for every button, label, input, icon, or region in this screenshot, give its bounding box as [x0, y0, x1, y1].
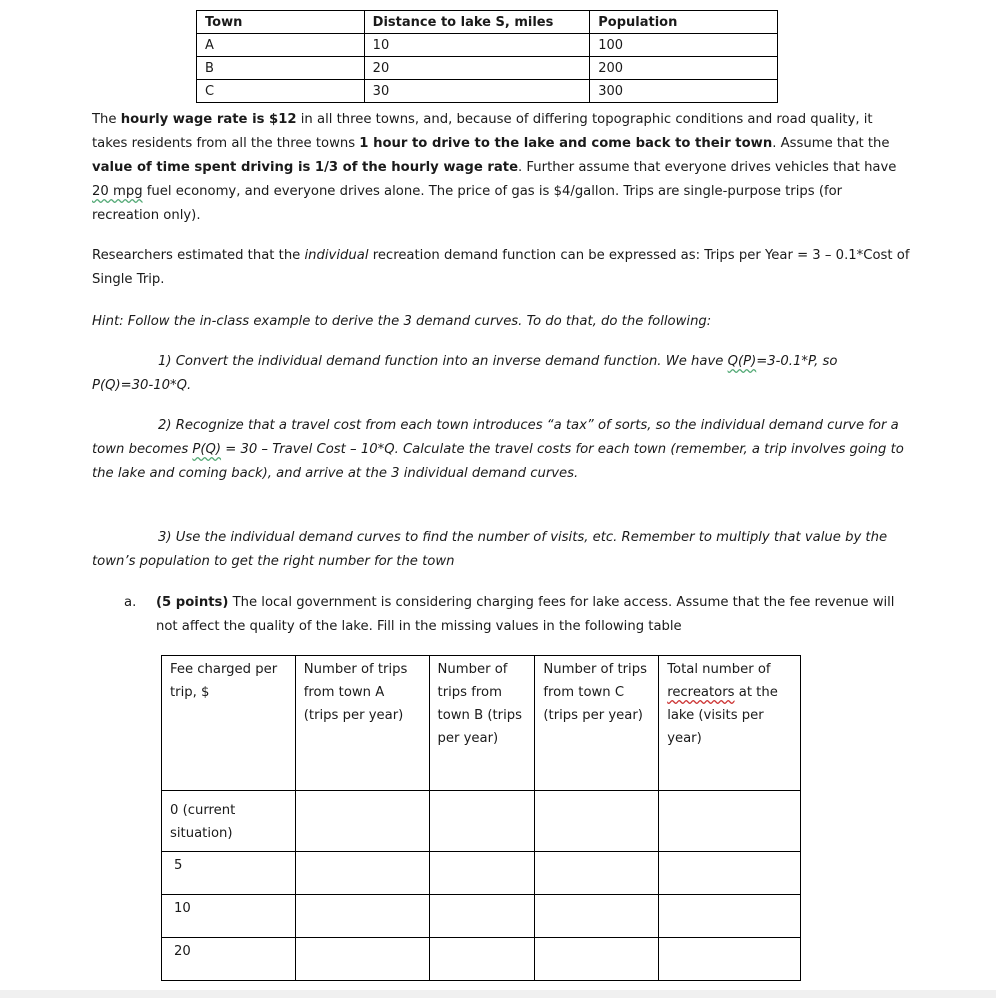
table-row — [162, 852, 801, 895]
step-2-paragraph — [92, 414, 912, 486]
underlined-run: 20 mpg — [92, 184, 143, 199]
table-row — [197, 57, 778, 80]
town-a-trips-cell[interactable] — [295, 852, 429, 895]
town-cell: B — [197, 57, 365, 80]
table-row — [162, 938, 801, 981]
header-town-b: Number of trips from town B (trips per year) — [429, 656, 535, 791]
town-a-trips-cell[interactable] — [295, 895, 429, 938]
italic-run: individual — [304, 248, 369, 263]
fee-cell: 10 — [162, 895, 296, 938]
fee-cell: 20 — [162, 938, 296, 981]
town-a-trips-cell[interactable] — [295, 938, 429, 981]
distance-cell: 10 — [364, 34, 590, 57]
total-visits-cell[interactable] — [659, 852, 801, 895]
demand-function-paragraph — [92, 244, 912, 292]
text-run: . Assume that the — [772, 136, 890, 151]
question-a-text — [156, 591, 916, 639]
text-run: Researchers estimated that the — [92, 248, 305, 263]
step-1-paragraph — [92, 350, 892, 398]
town-b-trips-cell[interactable] — [429, 938, 535, 981]
town-cell: A — [197, 34, 365, 57]
fee-cell: 5 — [162, 852, 296, 895]
town-cell: C — [197, 80, 365, 103]
text-run: fuel economy, and everyone drives alone. The price of gas is $4/gallon. Trips are single-purpose trips (for recreation only). — [92, 184, 843, 223]
text-run: recreation demand function can be expressed as: Trips per Year = 3 – 0.1*Cost of Single Trip. — [92, 248, 910, 287]
text-run: = 30 – Travel Cost – 10*Q. Calculate the travel costs for each town (remember, a trip involves going to the lake and coming back), and arrive at the 3 individual demand curves. — [92, 442, 904, 481]
text-run: at the lake (visits per year) — [667, 685, 778, 746]
underlined-run: Q(P) — [727, 354, 757, 369]
table-row — [197, 80, 778, 103]
total-visits-cell[interactable] — [659, 895, 801, 938]
bold-run: hourly wage rate is $12 — [120, 112, 297, 127]
points-label: (5 points) — [156, 595, 229, 610]
distance-cell: 30 — [364, 80, 590, 103]
step-3-paragraph: 3) Use the individual demand curves to find the number of visits, etc. Remember to multiply that value by the town’s population to get the right number for the town — [92, 530, 888, 569]
header-total — [659, 656, 801, 791]
text-run: in all three towns, and, because of differing topographic conditions and road quality, it takes residents from all the three towns — [92, 112, 873, 151]
town-b-trips-cell[interactable] — [429, 852, 535, 895]
town-b-trips-cell[interactable] — [429, 895, 535, 938]
header-town-c: Number of trips from town C (trips per year) — [535, 656, 659, 791]
question-a-label: a. — [124, 595, 137, 610]
text-run: Total number of — [667, 662, 771, 677]
towns-table-header-row — [197, 11, 778, 34]
page-bottom-bar — [0, 990, 996, 998]
hint-paragraph: Hint: Follow the in-class example to derive the 3 demand curves. To do that, do the following: — [92, 314, 712, 329]
fee-cell: 0 (current situation) — [162, 791, 296, 852]
population-cell: 300 — [590, 80, 778, 103]
problem-setup-paragraph — [92, 108, 912, 228]
town-c-trips-cell[interactable] — [535, 791, 659, 852]
towns-table — [196, 10, 778, 103]
table-row — [162, 895, 801, 938]
town-c-trips-cell[interactable] — [535, 895, 659, 938]
town-b-trips-cell[interactable] — [429, 791, 535, 852]
population-cell: 200 — [590, 57, 778, 80]
text-run: The local government is considering charging fees for lake access. Assume that the fee revenue will not affect the quality of the lake. Fill in the missing values in the following table — [156, 595, 895, 634]
text-run: 1) Convert the individual demand function into an inverse demand function. We have — [158, 354, 728, 369]
table-row — [197, 34, 778, 57]
population-cell: 100 — [590, 34, 778, 57]
total-visits-cell[interactable] — [659, 791, 801, 852]
text-run: 2) Recognize that a travel cost from each town introduces “a tax” of sorts, so the individual demand curve for a town becomes — [92, 418, 899, 457]
header-fee: Fee charged per trip, $ — [162, 656, 296, 791]
fee-table — [161, 655, 801, 981]
header-town: Town — [197, 11, 365, 34]
table-row — [162, 791, 801, 852]
text-run: . Further assume that everyone drives vehicles that have — [518, 160, 897, 175]
bold-run: value of time spent driving is 1/3 of the hourly wage rate — [92, 160, 519, 175]
header-distance: Distance to lake S, miles — [364, 11, 590, 34]
total-visits-cell[interactable] — [659, 938, 801, 981]
text-run: =3-0.1*P, so P(Q)=30-10*Q. — [92, 354, 838, 393]
text-run: The — [92, 112, 121, 127]
town-c-trips-cell[interactable] — [535, 938, 659, 981]
underlined-run: recreators — [667, 685, 735, 700]
town-c-trips-cell[interactable] — [535, 852, 659, 895]
header-town-a: Number of trips from town A (trips per year) — [295, 656, 429, 791]
town-a-trips-cell[interactable] — [295, 791, 429, 852]
header-population: Population — [590, 11, 778, 34]
bold-run: 1 hour to drive to the lake and come back to their town — [359, 136, 773, 151]
fee-table-header-row — [162, 656, 801, 791]
distance-cell: 20 — [364, 57, 590, 80]
underlined-run: P(Q) — [192, 442, 222, 457]
